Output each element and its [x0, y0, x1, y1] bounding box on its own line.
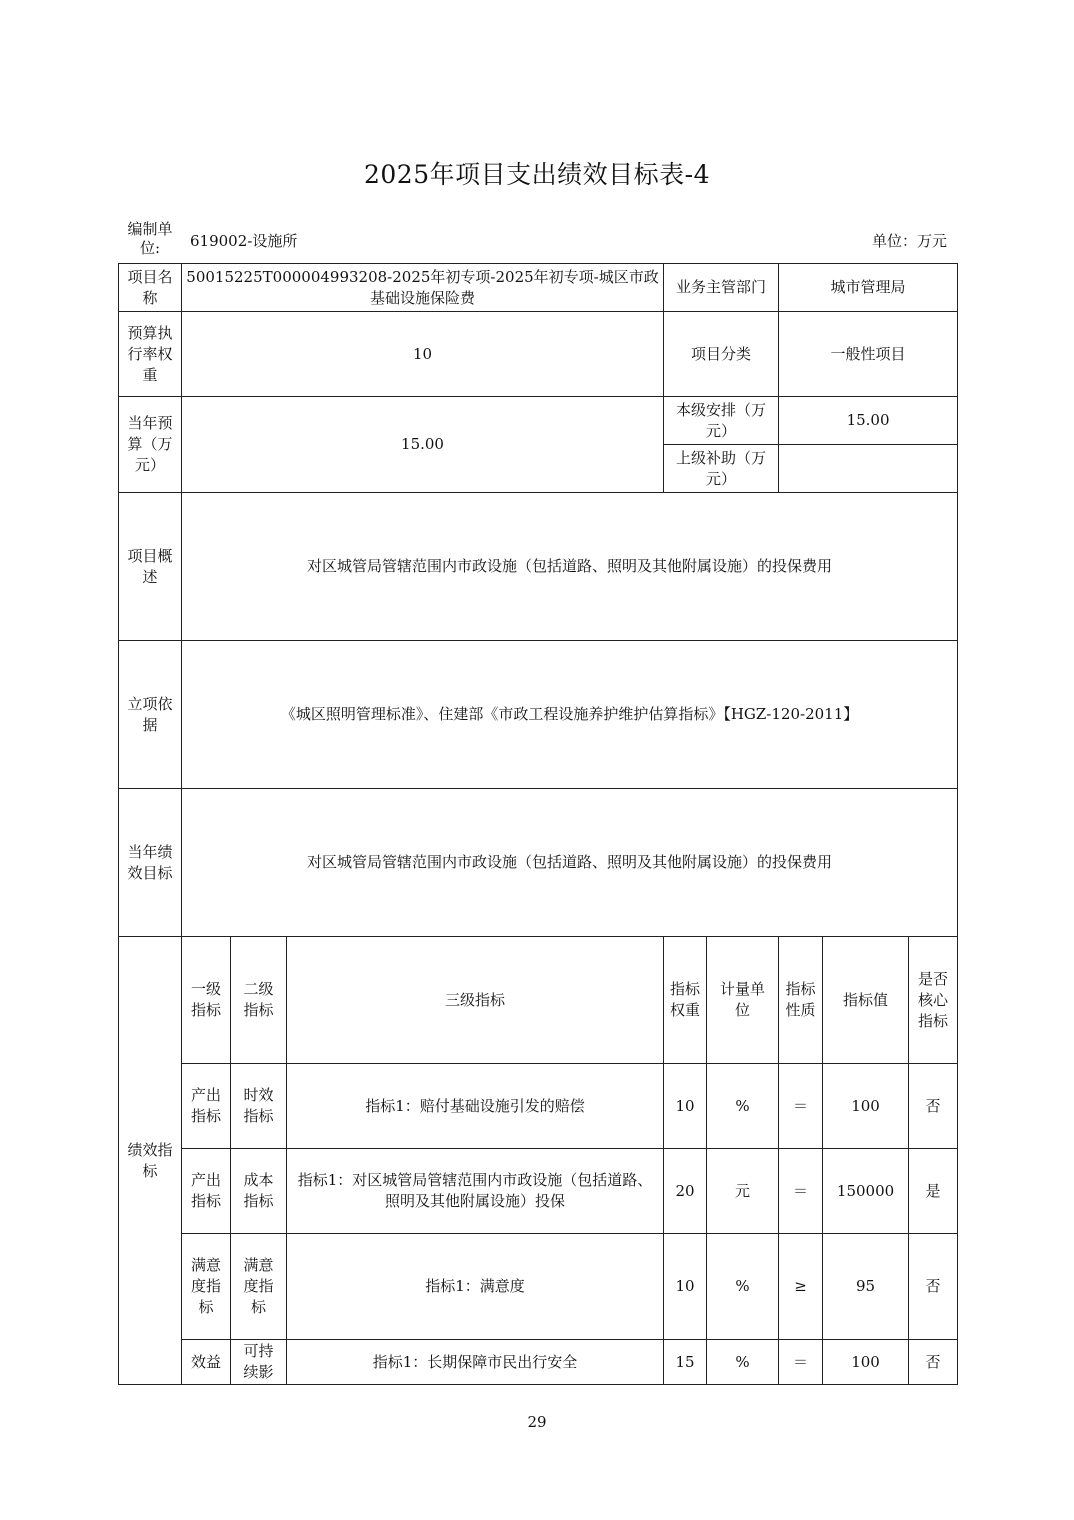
exec-weight-value: 10 [182, 312, 664, 397]
exec-weight-label: 预算执行率权重 [119, 312, 182, 397]
dept-value: 城市管理局 [779, 264, 958, 312]
row-level1: 产出指标 [182, 1149, 231, 1234]
row-weight: 20 [664, 1149, 707, 1234]
row-core: 否 [909, 1234, 958, 1340]
annual-budget-label: 当年预算（万元） [119, 397, 182, 493]
header-unit: 计量单位 [707, 937, 779, 1064]
category-label: 项目分类 [664, 312, 779, 397]
table-row [119, 1340, 958, 1385]
indicators-section-label: 绩效指标 [119, 937, 182, 1385]
overview-label: 项目概述 [119, 493, 182, 641]
row-nature: ＝ [779, 1149, 823, 1234]
row-weight: 15 [664, 1340, 707, 1385]
row-core: 否 [909, 1340, 958, 1385]
org-unit-value: 619002-设施所 [190, 232, 298, 250]
project-name-label: 项目名称 [119, 264, 182, 312]
table-row [119, 1234, 958, 1340]
row-unit: % [707, 1064, 779, 1149]
annual-goal-value: 对区城管局管辖范围内市政设施（包括道路、照明及其他附属设施）的投保费用 [182, 789, 958, 937]
row-level3: 指标1：赔付基础设施引发的赔偿 [287, 1064, 664, 1149]
row-level2: 成本指标 [231, 1149, 287, 1234]
project-name-value: 50015225T000004993208-2025年初专项-2025年初专项-城区市政基础设施保险费 [182, 264, 664, 312]
row-level2: 时效指标 [231, 1064, 287, 1149]
row-unit: 元 [707, 1149, 779, 1234]
table-row [119, 1064, 958, 1149]
row-level1: 效益 [182, 1340, 231, 1385]
org-unit-label: 编制单位: [127, 220, 173, 257]
table-row [119, 1149, 958, 1234]
upper-subsidy-value [779, 445, 958, 493]
header-level1: 一级指标 [182, 937, 231, 1064]
row-core: 否 [909, 1064, 958, 1149]
row-value: 150000 [823, 1149, 909, 1234]
dept-label: 业务主管部门 [664, 264, 779, 312]
row-nature: ＝ [779, 1064, 823, 1149]
annual-budget-value: 15.00 [182, 397, 664, 493]
row-value: 95 [823, 1234, 909, 1340]
performance-target-table [118, 263, 958, 1385]
row-nature: ＝ [779, 1340, 823, 1385]
row-unit: % [707, 1340, 779, 1385]
page-number: 29 [527, 1413, 547, 1431]
row-core: 是 [909, 1149, 958, 1234]
header-nature: 指标性质 [779, 937, 823, 1064]
row-level3: 指标1：满意度 [287, 1234, 664, 1340]
category-value: 一般性项目 [779, 312, 958, 397]
row-weight: 10 [664, 1234, 707, 1340]
upper-subsidy-label: 上级补助（万元） [664, 445, 779, 493]
row-value: 100 [823, 1064, 909, 1149]
basis-value: 《城区照明管理标准》、住建部《市政工程设施养护维护估算指标》【HGZ-120-2011】 [182, 641, 958, 789]
local-budget-label: 本级安排（万元） [664, 397, 779, 445]
row-level2: 可持续影 [231, 1340, 287, 1385]
header-core: 是否核心指标 [909, 937, 958, 1064]
page-title: 2025年项目支出绩效目标表-4 [364, 160, 710, 189]
row-weight: 10 [664, 1064, 707, 1149]
row-nature: ≥ [779, 1234, 823, 1340]
row-value: 100 [823, 1340, 909, 1385]
money-unit-label: 单位：万元 [871, 232, 947, 250]
row-level2: 满意度指标 [231, 1234, 287, 1340]
annual-goal-label: 当年绩效目标 [119, 789, 182, 937]
basis-label: 立项依据 [119, 641, 182, 789]
header-level3: 三级指标 [287, 937, 664, 1064]
row-level3: 指标1：长期保障市民出行安全 [287, 1340, 664, 1385]
row-level1: 满意度指标 [182, 1234, 231, 1340]
row-level1: 产出指标 [182, 1064, 231, 1149]
header-value: 指标值 [823, 937, 909, 1064]
header-level2: 二级指标 [231, 937, 287, 1064]
local-budget-value: 15.00 [779, 397, 958, 445]
row-level3: 指标1：对区城管局管辖范围内市政设施（包括道路、照明及其他附属设施）投保 [287, 1149, 664, 1234]
overview-value: 对区城管局管辖范围内市政设施（包括道路、照明及其他附属设施）的投保费用 [182, 493, 958, 641]
header-weight: 指标权重 [664, 937, 707, 1064]
row-unit: % [707, 1234, 779, 1340]
